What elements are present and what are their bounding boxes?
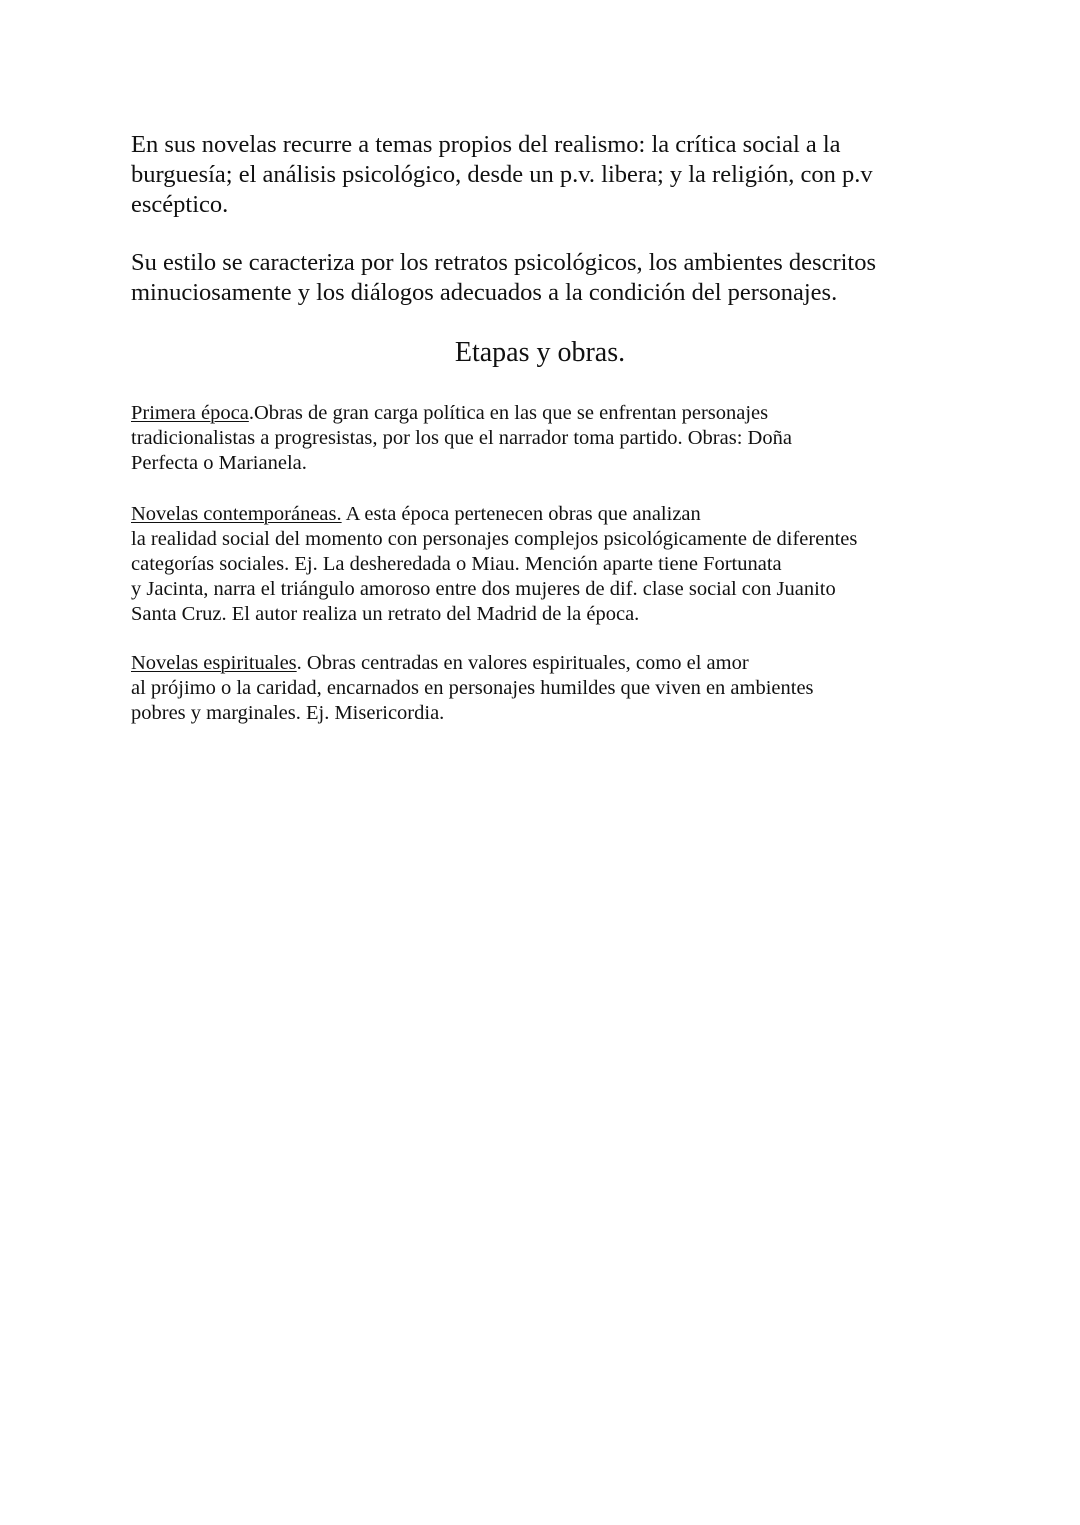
section-heading: Etapas y obras.: [454, 337, 626, 368]
section-text: A esta época pertenecen obras que analizan: [341, 503, 701, 525]
section-text: .Obras de gran carga política en las que se enfrentan personajes: [248, 402, 769, 424]
text-line: tradicionalistas a progresistas, por los que el narrador toma partido. Obras: Doña: [131, 427, 792, 449]
text-line: pobres y marginales. Ej. Misericordia.: [131, 702, 445, 724]
section-novelas-contemporaneas: [131, 502, 931, 627]
text-line: Su estilo se caracteriza por los retratos psicológicos, los ambientes descritos: [131, 249, 877, 276]
intro-paragraph-themes: [131, 130, 931, 220]
text-line: En sus novelas recurre a temas propios del realismo: la crítica social a la: [131, 131, 841, 158]
text-line: la realidad social del momento con personajes complejos psicológicamente de diferentes: [131, 528, 858, 550]
section-title: Novelas contemporáneas.: [131, 503, 342, 525]
text-line: categorías sociales. Ej. La desheredada o Miau. Mención aparte tiene Fortunata: [131, 553, 782, 575]
text-line: [131, 401, 931, 426]
section-title: Primera época: [131, 402, 249, 424]
section-text: . Obras centradas en valores espirituales, como el amor: [296, 652, 749, 674]
text-line: [131, 502, 931, 527]
text-line: y Jacinta, narra el triángulo amoroso entre dos mujeres de dif. clase social con Juanito: [131, 578, 836, 600]
intro-paragraph-style: [131, 248, 931, 308]
text-line: [131, 651, 931, 676]
section-primera-epoca: [131, 401, 931, 476]
text-line: Perfecta o Marianela.: [131, 452, 307, 474]
section-novelas-espirituales: [131, 651, 931, 726]
text-line: al prójimo o la caridad, encarnados en personajes humildes que viven en ambientes: [131, 677, 814, 699]
text-line: burguesía; el análisis psicológico, desde un p.v. libera; y la religión, con p.v: [131, 161, 873, 188]
text-line: escéptico.: [131, 191, 229, 218]
section-title: Novelas espirituales: [131, 652, 297, 674]
text-line: Santa Cruz. El autor realiza un retrato del Madrid de la época.: [131, 603, 640, 625]
text-line: minuciosamente y los diálogos adecuados a la condición del personajes.: [131, 279, 838, 306]
